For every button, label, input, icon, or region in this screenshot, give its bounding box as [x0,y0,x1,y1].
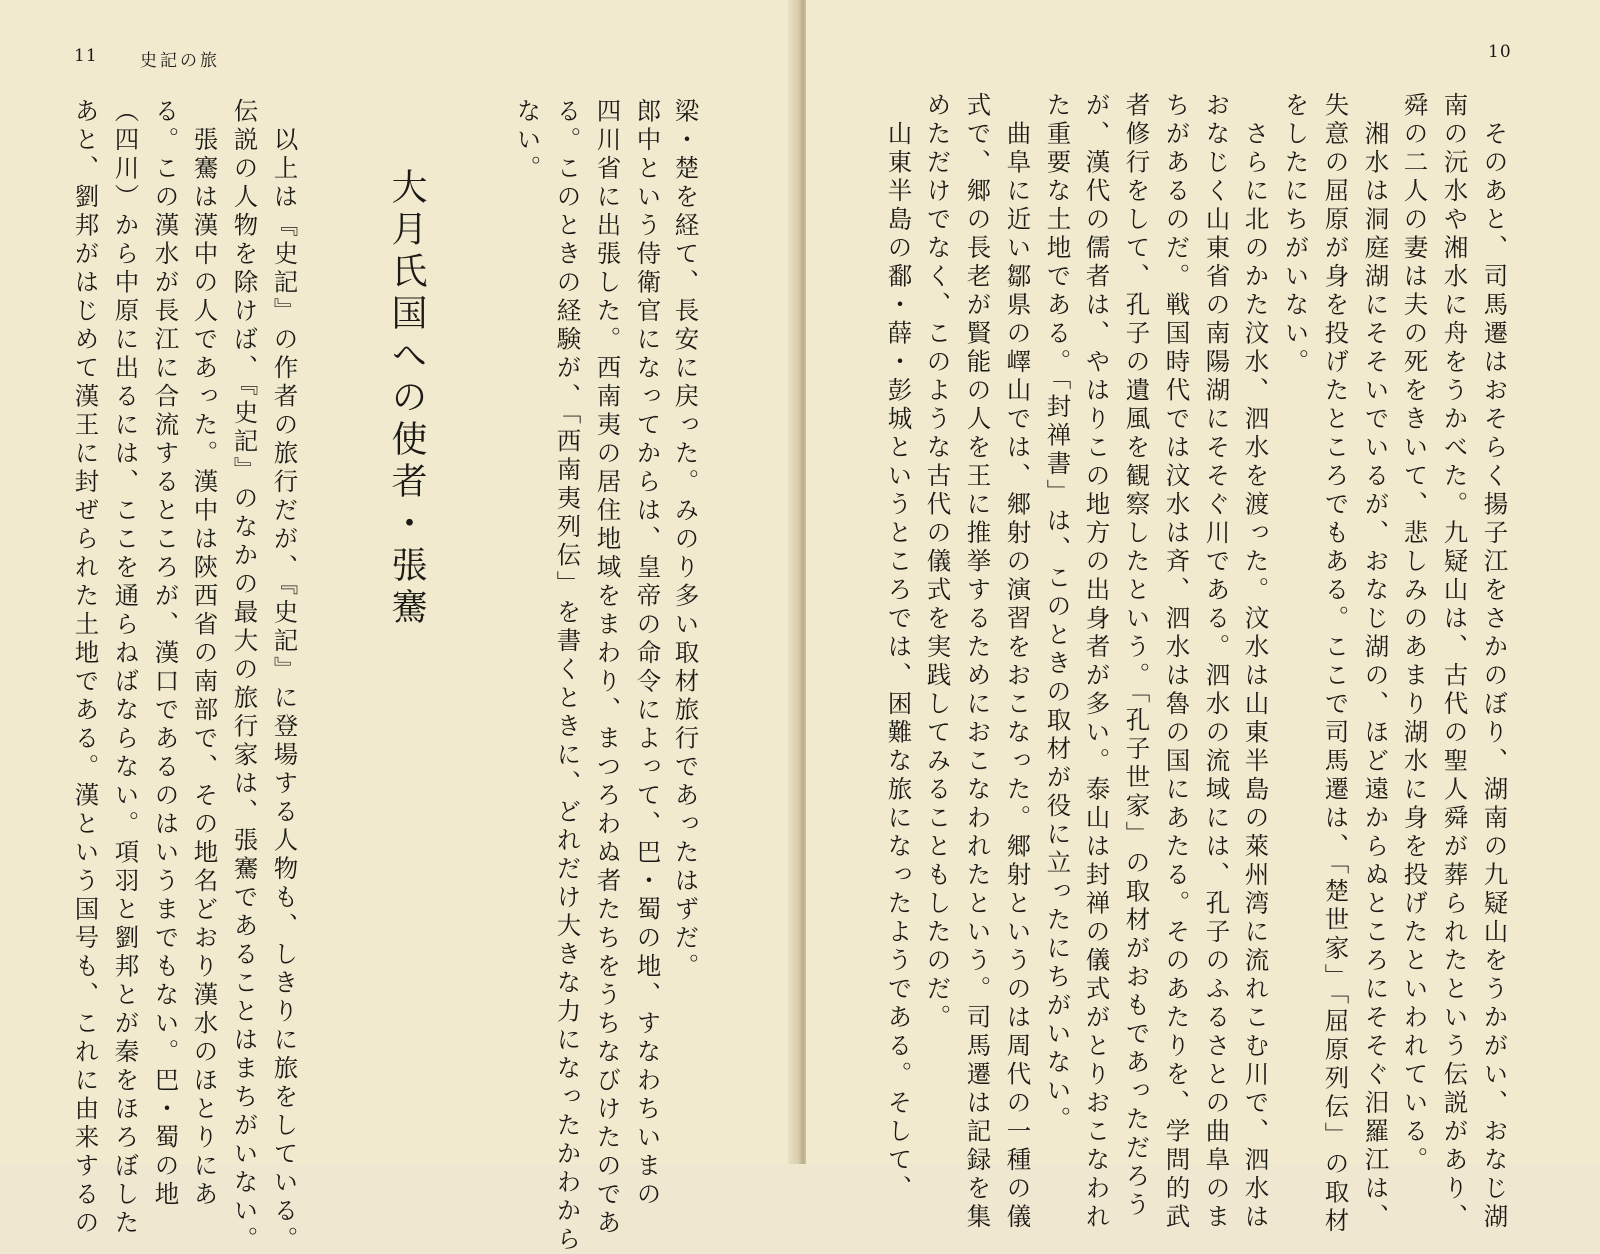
text-column: 湘水は洞庭湖にそそいでいるが、おなじ湖の、ほど遠からぬところにそそぐ汨羅江は、 [1361,92,1391,1232]
text-column: 曲阜に近い鄒県の嶧山では、郷射の演習をおこなった。郷射というのは周代の一種の儀 [1003,92,1033,1232]
text-column: めただけでなく、このような古代の儀式を実践してみることもしたのだ。 [923,92,953,1033]
text-column: 伝説の人物を除けば、『史記』のなかの最大の旅行家は、張騫であることはまちがいない。 [230,98,260,1254]
text-column: 南の沅水や湘水に舟をうかべた。九疑山は、古代の聖人舜が葬られたという伝説があり、 [1440,92,1470,1232]
text-column: ない。 [513,98,543,184]
text-column: 梁・楚を経て、長安に戻った。みのり多い取材旅行であったはずだ。 [671,98,701,982]
text-column: る。この漢水が長江に合流するところが、漢口であるのはいうまでもない。巴・蜀の地 [151,98,181,1210]
text-column: 郎中という侍衛官になってからは、皇帝の命令によって、巴・蜀の地、すなわちいまの [633,98,663,1210]
text-column: をしたにちがいない。 [1281,92,1311,377]
text-column: そのあと、司馬遷はおそらく揚子江をさかのぼり、湖南の九疑山をうかがい、おなじ湖 [1480,92,1510,1232]
running-head: 史記の旅 [140,51,220,71]
text-column: る。このときの経験が、「西南夷列伝」を書くときに、どれだけ大きな力になったかわから [553,98,583,1254]
text-column: 者修行をして、孔子の遺風を観察したという。「孔子世家」の取材がおもであっただろう [1122,92,1152,1220]
text-column: （四川）から中原に出るには、ここを通らねばならない。項羽と劉邦とが秦をほろぼした [111,98,141,1238]
right-page-number: 10 [1488,42,1512,62]
text-column: ちがあるのだ。戦国時代では汶水は斉、泗水は魯の国にあたる。そのあたりを、学問的武 [1162,92,1192,1232]
section-heading: 大月氏国への使者・張騫 [386,168,427,630]
text-column: 舜の二人の妻は夫の死をきいて、悲しみのあまり湖水に身を投げたといわれている。 [1400,92,1430,1175]
text-column: おなじく山東省の南陽湖にそそぐ川である。泗水の流域には、孔子のふるさとの曲阜のま [1202,92,1232,1232]
text-column: 失意の屈原が身を投げたところでもある。ここで司馬遷は、「楚世家」「屈原列伝」の取材 [1321,92,1351,1236]
text-column: 張騫は漢中の人であった。漢中は陝西省の南部で、その地名どおり漢水のほとりにあ [190,98,220,1210]
text-column: さらに北のかた汶水、泗水を渡った。汶水は山東半島の萊州湾に流れこむ川で、泗水は [1241,92,1271,1232]
text-column: 山東半島の鄱・薛・彭城というところでは、困難な旅になったようである。そして、 [884,92,914,1204]
text-column: 式で、郷の長老が賢能の人を王に推挙するためにおこなわれたという。司馬遷は記録を集 [963,92,993,1232]
text-column: た重要な土地である。「封禅書」は、このときの取材が役に立ったにちがいない。 [1043,92,1073,1135]
right-page [806,0,1600,1236]
text-column: あと、劉邦がはじめて漢王に封ぜられた土地である。漢という国号も、これに由来するの [71,98,101,1238]
text-column: が、漢代の儒者は、やはりこの地方の出身者が多い。泰山は封禅の儀式がとりおこなわれ [1082,92,1112,1232]
text-column: 四川省に出張した。西南夷の居住地域をまわり、まつろわぬ者たちをうちなびけたのであ [593,98,623,1238]
left-page-number: 11 [74,46,98,66]
text-column: 以上は『史記』の作者の旅行だが、『史記』に登場する人物も、しきりに旅をしている。 [270,98,300,1254]
